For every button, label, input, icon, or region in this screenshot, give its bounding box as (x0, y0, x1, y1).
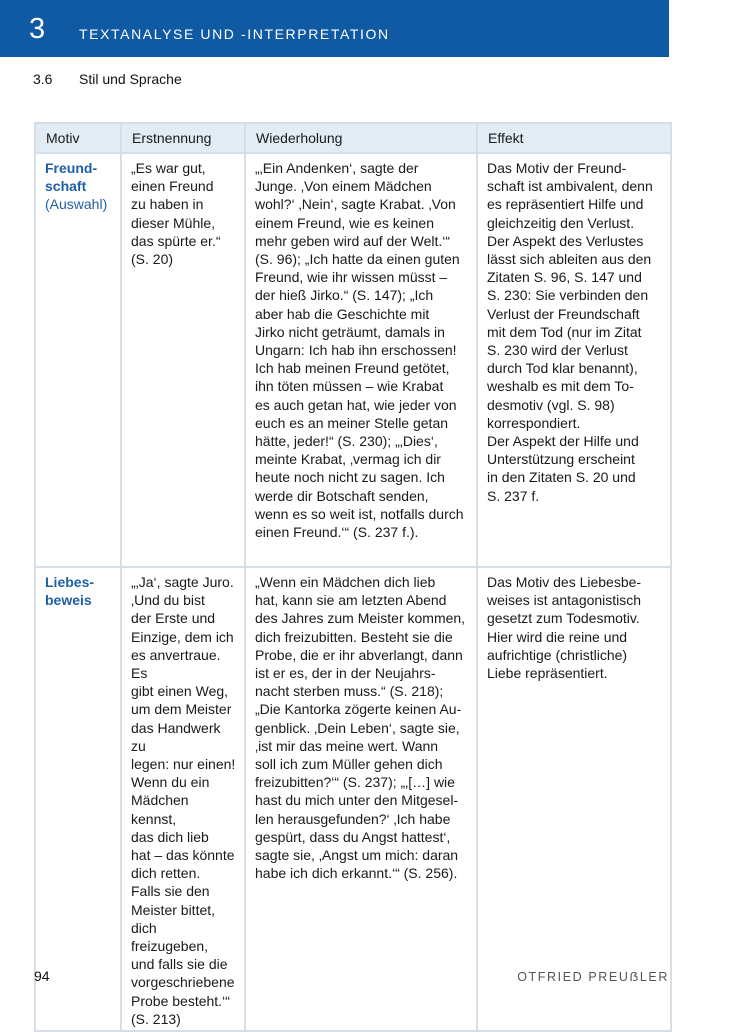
motiv-name: Freund- schaft (45, 160, 98, 195)
erstnennung-cell: „‚Ja‘, sagte Juro. ‚Und du bist der Erste und Einzige, dem ich es anvertraue. Es gibt einen Weg, um dem Meister das Handwerk zu legen: nur einen! Wenn du ein Mädchen kennst, das dich lieb hat – das könnte dich retten. Falls sie den Meister bittet, dich freizugeben, und falls sie die vorgeschriebene Probe besteht.‘“ (S. 213) (121, 567, 245, 1031)
motiv-cell (35, 153, 121, 567)
motiv-table (34, 122, 672, 1032)
running-footer-author: OTFRIED PREUẞLER (517, 970, 669, 984)
motiv-subtitle: (Auswahl) (45, 196, 108, 213)
wiederholung-cell: „Wenn ein Mädchen dich lieb hat, kann sie am letzten Abend des Jahres zum Meister kommen, dich freizubitten. Besteht sie die Probe, die er ihr abverlangt, dann ist er es, der in der Neujahrs- nacht sterben muss.“ (S. 218); „Die Kantorka zögerte keinen Au- genblick. ‚Dein Leben‘, sagte sie, ‚ist mir das meine wert. Wann soll ich zum Müller gehen dich freizubitten?‘“ (S. 237); „‚[…] wie hast du mich unter den Mitgesel- len herausgefunden?‘ ‚Ich habe gespürt, dass du Angst hattest‘, sagte sie, ‚Angst um mich: daran habe ich dich erkannt.‘“ (S. 256). (245, 567, 477, 1031)
section-number: 3.6 (33, 71, 53, 87)
column-header-motiv: Motiv (35, 123, 121, 153)
effekt-cell: Das Motiv der Freund- schaft ist ambivalent, denn es repräsentiert Hilfe und gleichzeitig den Verlust. Der Aspekt des Verlustes lässt sich ableiten aus den Zitaten S. 96, S. 147 und S. 230: Sie verbinden den Verlust der Freundschaft mit dem Tod (nur im Zitat S. 230 wird der Verlust durch Tod klar benannt), weshalb es mit dem To- desmotiv (vgl. S. 98) korrespondiert. Der Aspekt der Hilfe und Unterstützung erscheint in den Zitaten S. 20 und S. 237 f. (477, 153, 671, 567)
column-header-wiederholung: Wiederholung (245, 123, 477, 153)
column-header-effekt: Effekt (477, 123, 671, 153)
wiederholung-cell: „‚Ein Andenken‘, sagte der Junge. ‚Von einem Mädchen wohl?‘ ‚Nein‘, sagte Krabat. ‚Von einem Freund, wie es keinen mehr geben wird auf der Welt.‘“ (S. 96); „Ich hatte da einen guten Freund, wie ihr wissen müsst – der hieß Jirko.“ (S. 147); „Ich aber hab die Geschichte mit Jirko nicht geträumt, damals in Ungarn: Ich hab ihn erschossen! Ich hab meinen Freund getötet, ihn töten müssen – wie Krabat es auch getan hat, wie jeder von euch es an meiner Stelle getan hätte, jeder!“ (S. 230); „‚Dies‘, meinte Krabat, ‚vermag ich dir heute noch nicht zu sagen. Ich werde dir Botschaft senden, wenn es so weit ist, notfalls durch einen Freund.‘“ (S. 237 f.). (245, 153, 477, 567)
erstnennung-cell: „Es war gut, einen Freund zu haben in dieser Mühle, das spürte er.“ (S. 20) (121, 153, 245, 567)
chapter-number: 3 (29, 13, 46, 45)
table-header-row (35, 123, 671, 153)
page-number: 94 (34, 968, 50, 984)
chapter-header-bar (0, 0, 669, 57)
section-heading (33, 70, 182, 88)
section-title: Stil und Sprache (79, 71, 182, 87)
motiv-name: Liebes- beweis (45, 574, 95, 609)
table-row (35, 567, 671, 1031)
effekt-cell: Das Motiv des Liebesbe- weises ist antagonistisch gesetzt zum Todesmotiv. Hier wird die reine und aufrichtige (christliche) Liebe repräsentiert. (477, 567, 671, 1031)
table-row (35, 153, 671, 567)
chapter-title: TEXTANALYSE UND -INTERPRETATION (79, 26, 390, 42)
column-header-erstnennung: Erstnennung (121, 123, 245, 153)
motiv-cell (35, 567, 121, 1031)
